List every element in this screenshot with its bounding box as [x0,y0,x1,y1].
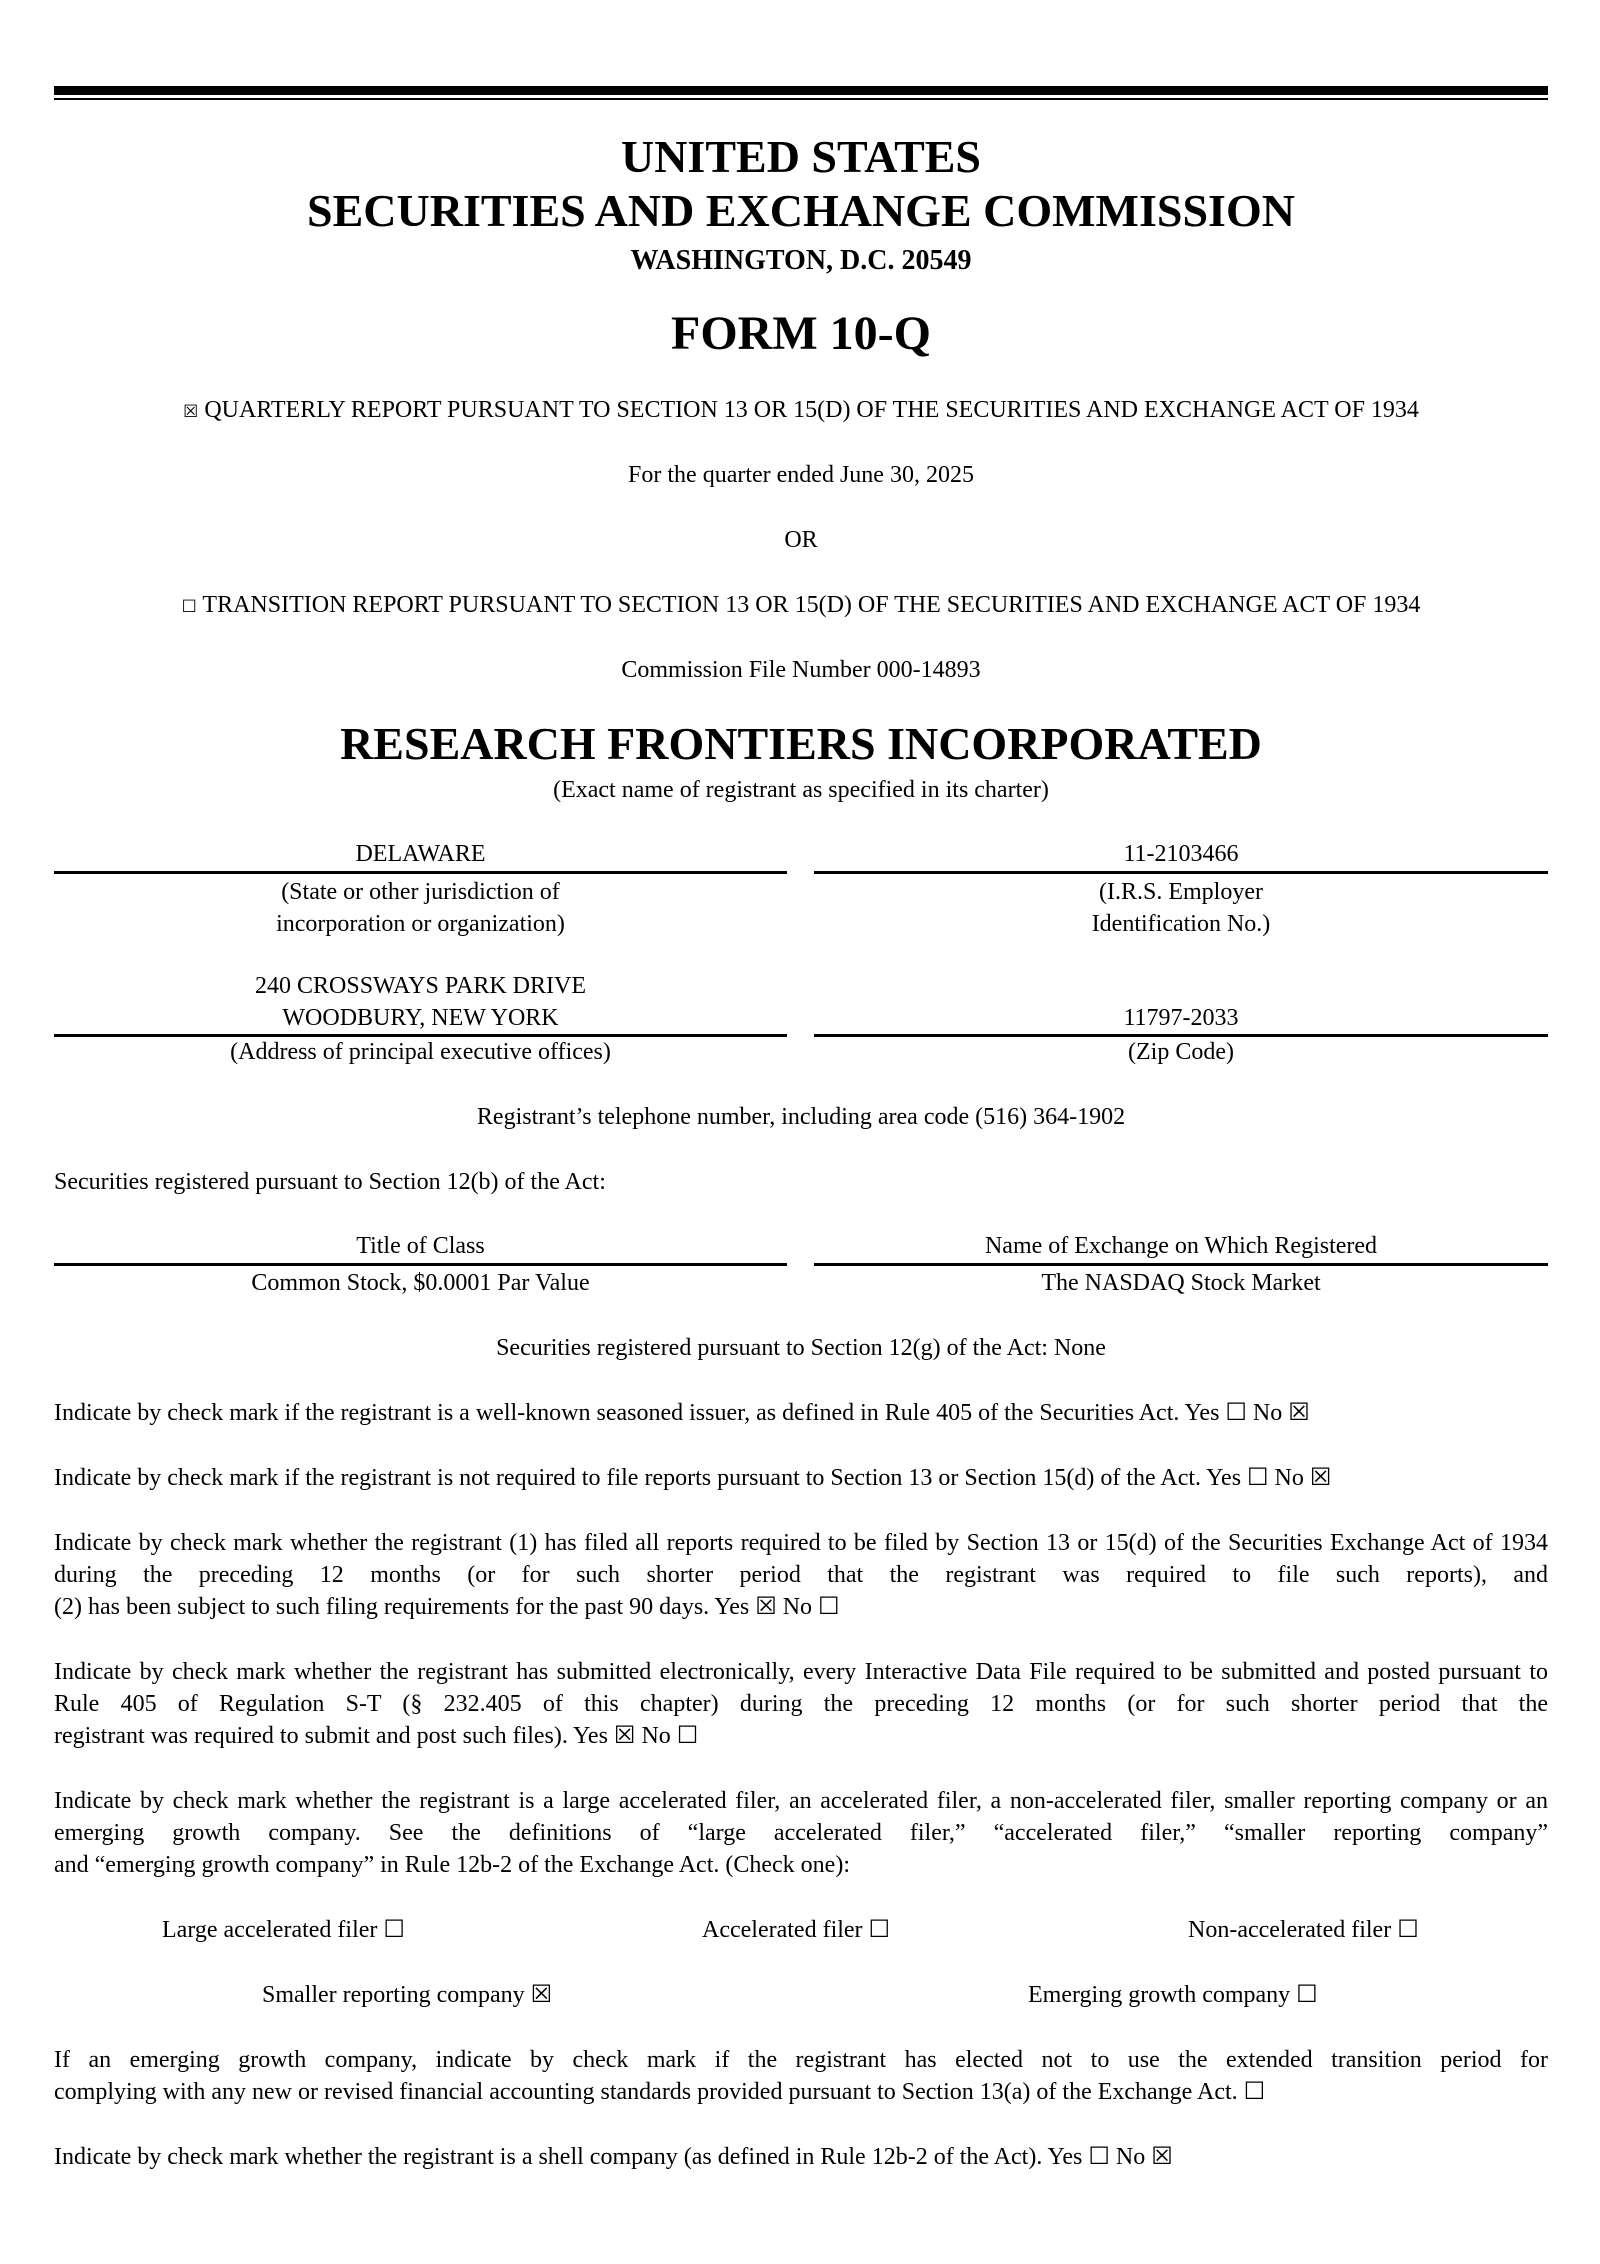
exchange-value: The NASDAQ Stock Market [1041,1270,1321,1296]
egc-transition-question-a: If an emerging growth company, indicate by check mark if the registrant has elected not to use the extended transition period for [54,2047,1548,2073]
title-header-underline [54,1263,787,1266]
wksi-question: Indicate by check mark if the registrant is a well-known seasoned issuer, as defined in Rule 405 of the Securities Act. Yes ☐ No ☒ [54,1400,1310,1426]
title-of-class-value: Common Stock, $0.0001 Par Value [251,1270,590,1296]
address-line-2: WOODBURY, NEW YORK [282,1005,559,1031]
emerging-growth-company: Emerging growth company ☐ [1028,1982,1318,2008]
transition-report-line [54,589,1548,623]
zip-value: 11797-2033 [1123,1005,1239,1031]
transition-report-label: TRANSITION REPORT PURSUANT TO SECTION 13 OR 15(D) OF THE SECURITIES AND EXCHANGE ACT OF 1934 [202,592,1421,618]
large-accelerated-filer: Large accelerated filer ☐ [162,1917,405,1943]
agency-line-1: UNITED STATES [620,131,982,182]
state-underline [54,871,787,874]
or-line: OR [784,527,818,553]
state-value: DELAWARE [355,841,486,867]
state-caption-2: incorporation or organization) [276,911,565,937]
telephone-line: Registrant’s telephone number, including area code (516) 364-1902 [476,1104,1126,1130]
filer-status-question-b: and “emerging growth company” in Rule 12b-2 of the Exchange Act. (Check one): [54,1852,850,1878]
ein-caption-1: (I.R.S. Employer [1099,879,1263,905]
filed-reports-question-a: Indicate by check mark whether the registrant (1) has filed all reports required to be filed by Section 13 or 15(d) of the Securities Exchange Act of 1934 during the preceding 12 months (or for such shorter period that the registrant was required to file such reports), and [54,1530,1548,1588]
shell-company-question: Indicate by check mark whether the registrant is a shell company (as defined in Rule 12b-2 of the Act). Yes ☐ No ☒ [54,2144,1173,2170]
transition-checkbox: ☐ [181,597,197,617]
quarterly-report-line [54,394,1548,428]
section-12b-label: Securities registered pursuant to Section 12(b) of the Act: [54,1169,606,1195]
commission-file-number: Commission File Number 000-14893 [621,657,981,683]
ein-underline [814,871,1548,874]
filer-status-question-a: Indicate by check mark whether the registrant is a large accelerated filer, an accelerated filer, a non-accelerated filer, smaller reporting company or an emerging growth company. See the definitions of “large accelerated filer,” “accelerated filer,” “smaller reporting company” [54,1788,1548,1846]
not-required-question: Indicate by check mark if the registrant is not required to file reports pursuant to Section 13 or Section 15(d) of the Act. Yes ☐ No ☒ [54,1465,1332,1491]
exchange-header: Name of Exchange on Which Registered [984,1233,1378,1259]
interactive-data-question-a: Indicate by check mark whether the registrant has submitted electronically, every Interactive Data File required to be submitted and posted pursuant to Rule 405 of Regulation S-T (§ 232.405 of this chapter) during the preceding 12 months (or for such shorter period that the [54,1659,1548,1717]
quarterly-checkbox: ☒ [183,402,199,422]
registrant-name: RESEARCH FRONTIERS INCORPORATED [340,718,1262,769]
smaller-reporting-company: Smaller reporting company ☒ [262,1982,553,2008]
accelerated-filer: Accelerated filer ☐ [702,1917,891,1943]
exchange-header-underline [814,1263,1548,1266]
filed-reports-question-b: (2) has been subject to such filing requirements for the past 90 days. Yes ☒ No ☐ [54,1594,840,1620]
registrant-name-caption: (Exact name of registrant as specified in its charter) [553,777,1049,803]
non-accelerated-filer: Non-accelerated filer ☐ [1188,1917,1419,1943]
ein-caption-2: Identification No.) [1091,911,1271,937]
interactive-data-question-b: registrant was required to submit and post such files). Yes ☒ No ☐ [54,1723,699,1749]
top-double-rule [54,86,1548,100]
form-title: FORM 10-Q [671,307,931,360]
agency-line-2: SECURITIES AND EXCHANGE COMMISSION [307,185,1295,236]
agency-address: WASHINGTON, D.C. 20549 [630,245,972,276]
quarterly-report-label: QUARTERLY REPORT PURSUANT TO SECTION 13 OR 15(D) OF THE SECURITIES AND EXCHANGE ACT OF 1934 [204,397,1419,423]
address-caption: (Address of principal executive offices) [230,1039,611,1065]
title-of-class-header: Title of Class [356,1233,485,1259]
section-12g-line: Securities registered pursuant to Section 12(g) of the Act: None [496,1335,1106,1361]
egc-transition-question-b: complying with any new or revised financial accounting standards provided pursuant to Section 13(a) of the Exchange Act. ☐ [54,2079,1266,2105]
address-line-1: 240 CROSSWAYS PARK DRIVE [255,973,586,999]
period-line: For the quarter ended June 30, 2025 [628,462,974,488]
ein-value: 11-2103466 [1123,841,1239,867]
state-caption-1: (State or other jurisdiction of [281,879,560,905]
zip-caption: (Zip Code) [1128,1039,1234,1065]
